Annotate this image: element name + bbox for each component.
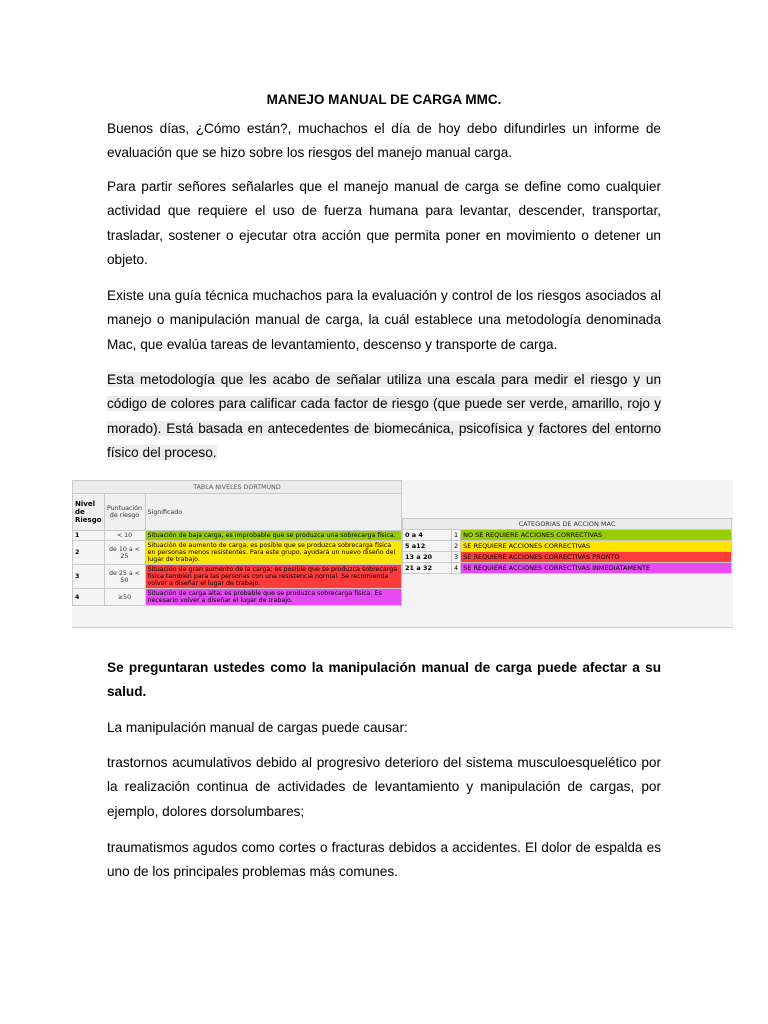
paragraph-definition: Para partir señores señalarles que el manejo manual de carga se define como cualquier actividad que requiere el uso de fuerza humana para levantar, descender, transportar, trasladar, sostener o ejecutar otra acción que permita poner en movimiento o detener un objeto. bbox=[107, 179, 661, 267]
paragraph-acute-trauma: traumatismos agudos como cortes o fracturas debidos a accidentes. El dolor de espalda es uno de los principales problemas más comunes. bbox=[107, 840, 661, 880]
paragraph-may-cause: La manipulación manual de cargas puede causar: bbox=[107, 720, 408, 735]
table-row bbox=[73, 531, 402, 541]
risk-level: 1 bbox=[73, 531, 105, 541]
score-range: 13 a 20 bbox=[403, 552, 452, 563]
table-row bbox=[403, 563, 732, 574]
action-code: 4 bbox=[452, 563, 461, 574]
section-question-heading: Se preguntaran ustedes como la manipulación manual de carga puede afectar a su salud. bbox=[107, 660, 661, 700]
risk-score: ≥50 bbox=[104, 589, 145, 606]
risk-meaning: Situación de baja carga, es improbable que se produzca una sobrecarga física. bbox=[145, 531, 401, 541]
paragraph-greeting: Buenos días, ¿Cómo están?, muchachos el día de hoy debo difundirles un informe de evaluación que se hizo sobre los riesgos del manejo manual carga. bbox=[107, 121, 661, 161]
table-row bbox=[403, 541, 732, 552]
action-category: SE REQUIERE ACCIONES CORRECTIVAS PRONTO bbox=[461, 552, 732, 563]
paragraph-methodology bbox=[107, 368, 661, 465]
action-code: 2 bbox=[452, 541, 461, 552]
risk-level: 2 bbox=[73, 541, 105, 565]
highlighted-text: Esta metodología que les acabo de señalar utiliza una escala para medir el riesgo y un código de colores para calificar cada factor de riesgo (que puede ser verde, amarillo, rojo y morado). Está basada en antecedentes de biomecánica, psicofísica y factores del entorno físico del proceso. bbox=[107, 372, 661, 460]
table-row bbox=[403, 552, 732, 563]
risk-meaning: Situación de gran aumento de la carga; es posible que se produzca sobrecarga física también para las personas con una resistencia normal. Se recomienda volver a diseñar el lugar de trabajo. bbox=[145, 565, 401, 589]
score-range: 0 a 4 bbox=[403, 530, 452, 541]
score-range: 21 a 32 bbox=[403, 563, 452, 574]
header-risk-level: Nivel de Riesgo bbox=[73, 494, 105, 531]
table-row bbox=[403, 530, 732, 541]
risk-meaning: Situación de carga alta; es probable que se produzca sobrecarga física. Es necesario volver a diseñar el lugar de trabajo. bbox=[145, 589, 401, 606]
risk-tables-figure bbox=[72, 480, 733, 628]
action-code: 3 bbox=[452, 552, 461, 563]
risk-level: 3 bbox=[73, 565, 105, 589]
action-category: SE REQUIERE ACCIONES CORRECTIVAS bbox=[461, 541, 732, 552]
action-code: 1 bbox=[452, 530, 461, 541]
risk-score: de 10 a < 25 bbox=[104, 541, 145, 565]
score-range: 5 a12 bbox=[403, 541, 452, 552]
paragraph-cumulative-disorders: trastornos acumulativos debido al progresivo deterioro del sistema musculoesquelético por la realización continua de actividades de levantamiento y manipulación de cargas, por ejemplo, dolores dorsolumbares; bbox=[107, 755, 661, 819]
table-row bbox=[73, 589, 402, 606]
paragraph-technical-guide: Existe una guía técnica muchachos para la evaluación y control de los riesgos asociados al manejo o manipulación manual de carga, la cuál establece una metodología denominada Mac, que evalúa tareas de levantamiento, descenso y transporte de carga. bbox=[107, 288, 661, 352]
document-title: MANEJO MANUAL DE CARGA MMC. bbox=[266, 92, 502, 107]
risk-score: < 10 bbox=[104, 531, 145, 541]
risk-meaning: Situación de aumento de carga, es posible que se produzca sobrecarga física en personas menos resistentes. Para este grupo, ayudará un nuevo diseño del lugar de trabajo. bbox=[145, 541, 401, 565]
action-category: SE REQUIERE ACCIONES CORRECTIVAS INMEDIATAMENTE bbox=[461, 563, 732, 574]
mac-table-caption: CATEGORIAS DE ACCION MAC bbox=[403, 519, 732, 530]
risk-level: 4 bbox=[73, 589, 105, 606]
mac-table bbox=[402, 518, 732, 574]
header-risk-score: Puntuación de riesgo bbox=[104, 494, 145, 531]
dortmund-table-caption: TABLA NIVELES DORTMUND bbox=[73, 481, 402, 494]
header-meaning: Significado bbox=[145, 494, 401, 531]
table-row bbox=[73, 565, 402, 589]
table-row bbox=[73, 541, 402, 565]
risk-score: de 25 a < 50 bbox=[104, 565, 145, 589]
dortmund-table bbox=[72, 480, 402, 606]
action-category: NO SE REQUIERE ACCIONES CORRECTIVAS bbox=[461, 530, 732, 541]
